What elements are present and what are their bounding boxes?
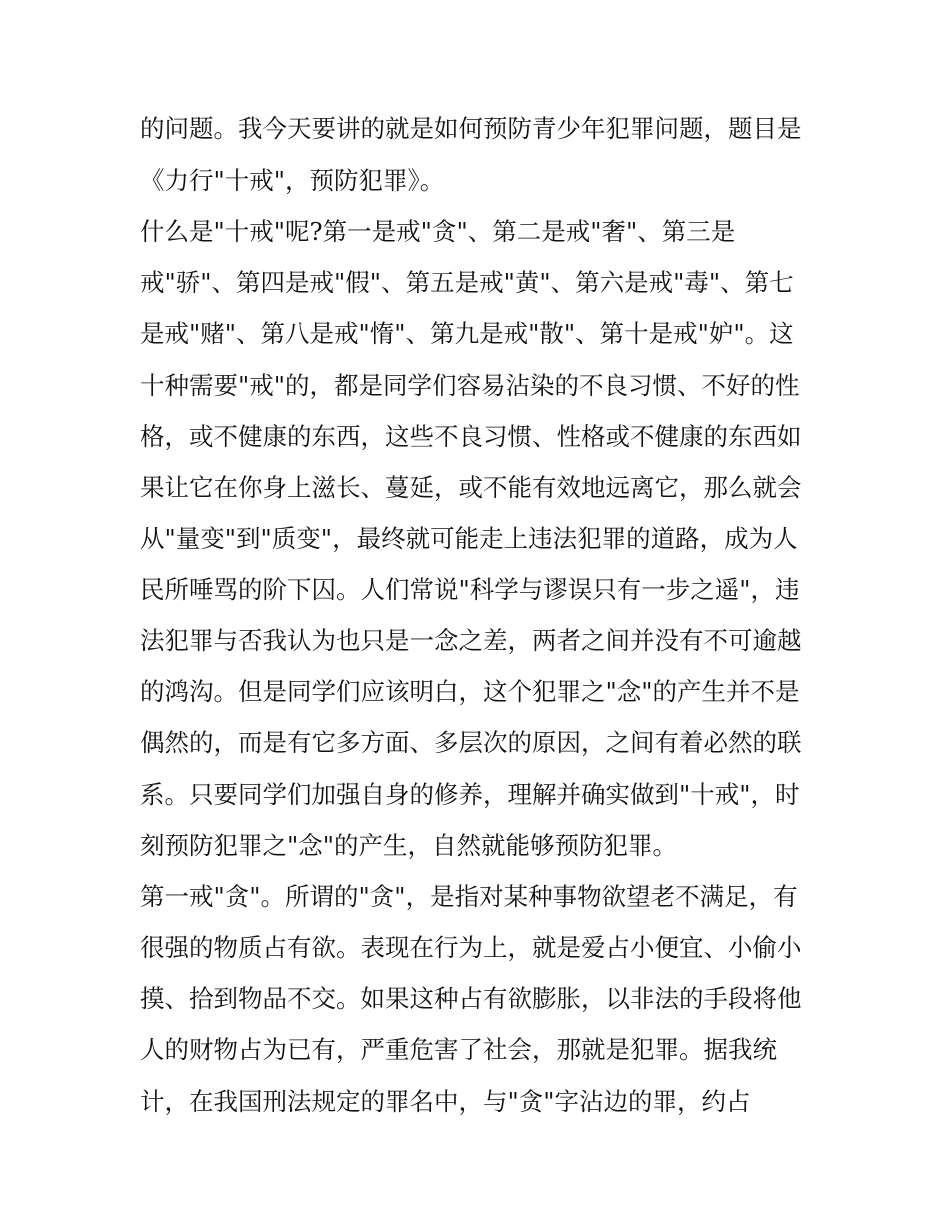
text-line-8: 果让它在你身上滋长、蔓延，或不能有效地远离它，那么就会 (140, 473, 802, 502)
text-line-20: 计，在我国刑法规定的罪名中，与"贪"字沾边的罪，约占 (140, 1087, 751, 1116)
text-line-9: 从"量变"到"质变"，最终就可能走上违法犯罪的道路，成为人 (140, 524, 798, 553)
text-line-5: 是戒"赌"、第八是戒"惰"、第九是戒"散"、第十是戒"妒"。这 (140, 319, 794, 348)
text-line-10: 民所唾骂的阶下囚。人们常说"科学与谬误只有一步之遥"，违 (140, 575, 800, 604)
text-line-11: 法犯罪与否我认为也只是一念之差，两者之间并没有不可逾越 (140, 626, 802, 655)
text-line-14: 系。只要同学们加强自身的修养，理解并确实做到"十戒"，时 (140, 780, 800, 809)
text-line-7: 格，或不健康的东西，这些不良习惯、性格或不健康的东西如 (140, 422, 802, 451)
text-line-15: 刻预防犯罪之"念"的产生，自然就能够预防犯罪。 (140, 831, 678, 860)
text-line-1: 的问题。我今天要讲的就是如何预防青少年犯罪问题，题目是 (140, 114, 802, 143)
text-line-17: 很强的物质占有欲。表现在行为上，就是爱占小便宜、小偷小 (140, 933, 802, 962)
text-line-12: 的鸿沟。但是同学们应该明白，这个犯罪之"念"的产生并不是 (140, 677, 800, 706)
text-line-13: 偶然的，而是有它多方面、多层次的原因，之间有着必然的联 (140, 728, 802, 757)
text-line-19: 人的财物占为已有，严重危害了社会，那就是犯罪。据我统 (140, 1035, 777, 1064)
text-line-6: 十种需要"戒"的，都是同学们容易沾染的不良习惯、不好的性 (140, 371, 800, 400)
text-line-4: 戒"骄"、第四是戒"假"、第五是戒"黄"、第六是戒"毒"、第七 (140, 268, 794, 297)
text-line-2: 《力行"十戒"，预防犯罪》。 (140, 166, 445, 195)
text-line-18: 摸、拾到物品不交。如果这种占有欲膨胀，以非法的手段将他 (140, 984, 802, 1013)
text-line-3: 什么是"十戒"呢?第一是戒"贪"、第二是戒"奢"、第三是 (140, 217, 736, 246)
text-line-16: 第一戒"贪"。所谓的"贪"，是指对某种事物欲望老不满足，有 (140, 882, 798, 911)
